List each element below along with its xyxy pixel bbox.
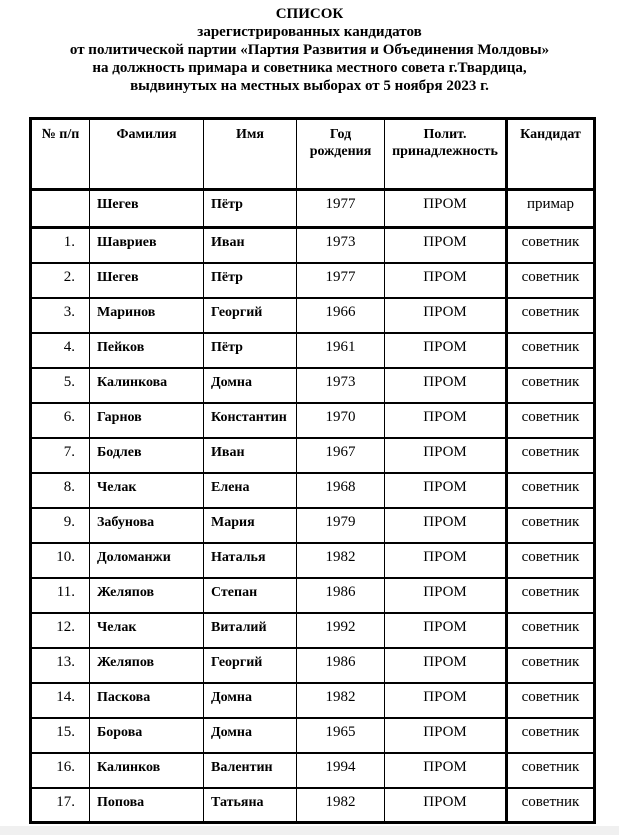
party-cell: ПРОМ: [385, 543, 507, 578]
party-cell: ПРОМ: [385, 788, 507, 823]
primar-section: [31, 190, 595, 228]
header-row: [31, 119, 595, 190]
candidate-role-cell: советник: [507, 543, 595, 578]
party-cell: ПРОМ: [385, 753, 507, 788]
table-row: [31, 718, 595, 753]
surname-cell: Пейков: [90, 333, 204, 368]
name-cell: Домна: [204, 718, 297, 753]
row-number: 9.: [31, 508, 90, 543]
candidate-role-cell: советник: [507, 578, 595, 613]
table-row: [31, 263, 595, 298]
candidate-role-cell: примар: [507, 190, 595, 228]
candidate-role-cell: советник: [507, 438, 595, 473]
candidates-table: [29, 117, 596, 824]
candidate-role-cell: советник: [507, 508, 595, 543]
candidate-role-cell: советник: [507, 403, 595, 438]
surname-cell: Челак: [90, 473, 204, 508]
party-cell: ПРОМ: [385, 228, 507, 263]
document-title: [0, 0, 619, 95]
party-cell: ПРОМ: [385, 333, 507, 368]
candidate-role-cell: советник: [507, 473, 595, 508]
surname-cell: Желяпов: [90, 578, 204, 613]
surname-cell: Калинкова: [90, 368, 204, 403]
party-cell: ПРОМ: [385, 648, 507, 683]
header-num: № п/п: [31, 119, 90, 190]
birth-year-cell: 1965: [297, 718, 385, 753]
table-row: [31, 438, 595, 473]
row-number: 8.: [31, 473, 90, 508]
table-header: [31, 119, 595, 190]
primar-row: [31, 190, 595, 228]
party-cell: ПРОМ: [385, 613, 507, 648]
party-cell: ПРОМ: [385, 190, 507, 228]
birth-year-cell: 1986: [297, 578, 385, 613]
candidate-role-cell: советник: [507, 368, 595, 403]
header-party: Полит. принадлежность: [385, 119, 507, 190]
header-year: Год рождения: [297, 119, 385, 190]
candidate-role-cell: советник: [507, 333, 595, 368]
party-cell: ПРОМ: [385, 508, 507, 543]
table-row: [31, 298, 595, 333]
table-row: [31, 403, 595, 438]
birth-year-cell: 1973: [297, 228, 385, 263]
party-cell: ПРОМ: [385, 263, 507, 298]
row-number: 16.: [31, 753, 90, 788]
surname-cell: Желяпов: [90, 648, 204, 683]
name-cell: Валентин: [204, 753, 297, 788]
candidate-role-cell: советник: [507, 788, 595, 823]
candidate-role-cell: советник: [507, 228, 595, 263]
surname-cell: Борова: [90, 718, 204, 753]
row-number: 12.: [31, 613, 90, 648]
table-row: [31, 788, 595, 823]
birth-year-cell: 1977: [297, 190, 385, 228]
name-cell: Пётр: [204, 190, 297, 228]
table-row: [31, 368, 595, 403]
table-row: [31, 543, 595, 578]
table-row: [31, 333, 595, 368]
surname-cell: Доломанжи: [90, 543, 204, 578]
party-cell: ПРОМ: [385, 683, 507, 718]
surname-cell: Гарнов: [90, 403, 204, 438]
row-number: 3.: [31, 298, 90, 333]
name-cell: Георгий: [204, 648, 297, 683]
row-number: 10.: [31, 543, 90, 578]
candidate-role-cell: советник: [507, 298, 595, 333]
candidate-role-cell: советник: [507, 683, 595, 718]
surname-cell: Забунова: [90, 508, 204, 543]
title-line-1: СПИСОК: [275, 6, 344, 22]
table-row: [31, 228, 595, 263]
row-number: 7.: [31, 438, 90, 473]
name-cell: Пётр: [204, 263, 297, 298]
row-number: 15.: [31, 718, 90, 753]
surname-cell: Маринов: [90, 298, 204, 333]
title-line-2: зарегистрированных кандидатов: [197, 24, 422, 40]
name-cell: Наталья: [204, 543, 297, 578]
surname-cell: Бодлев: [90, 438, 204, 473]
table-row: [31, 508, 595, 543]
surname-cell: Челак: [90, 613, 204, 648]
birth-year-cell: 1977: [297, 263, 385, 298]
birth-year-cell: 1970: [297, 403, 385, 438]
name-cell: Георгий: [204, 298, 297, 333]
header-surname: Фамилия: [90, 119, 204, 190]
row-number: 11.: [31, 578, 90, 613]
birth-year-cell: 1986: [297, 648, 385, 683]
birth-year-cell: 1968: [297, 473, 385, 508]
name-cell: Елена: [204, 473, 297, 508]
party-cell: ПРОМ: [385, 368, 507, 403]
title-line-4: на должность примара и советника местного совета г.Твардица,: [92, 60, 527, 76]
row-number: 17.: [31, 788, 90, 823]
birth-year-cell: 1982: [297, 683, 385, 718]
party-cell: ПРОМ: [385, 473, 507, 508]
table-row: [31, 473, 595, 508]
table-row: [31, 683, 595, 718]
row-number: [31, 190, 90, 228]
name-cell: Иван: [204, 228, 297, 263]
table-row: [31, 753, 595, 788]
row-number: 1.: [31, 228, 90, 263]
row-number: 5.: [31, 368, 90, 403]
candidate-role-cell: советник: [507, 613, 595, 648]
surname-cell: Шегев: [90, 190, 204, 228]
name-cell: Татьяна: [204, 788, 297, 823]
birth-year-cell: 1994: [297, 753, 385, 788]
party-cell: ПРОМ: [385, 403, 507, 438]
name-cell: Константин: [204, 403, 297, 438]
birth-year-cell: 1982: [297, 788, 385, 823]
birth-year-cell: 1961: [297, 333, 385, 368]
header-name: Имя: [204, 119, 297, 190]
candidate-rows: [31, 228, 595, 823]
candidate-role-cell: советник: [507, 263, 595, 298]
party-cell: ПРОМ: [385, 718, 507, 753]
party-cell: ПРОМ: [385, 298, 507, 333]
name-cell: Иван: [204, 438, 297, 473]
row-number: 6.: [31, 403, 90, 438]
row-number: 14.: [31, 683, 90, 718]
row-number: 4.: [31, 333, 90, 368]
row-number: 13.: [31, 648, 90, 683]
party-cell: ПРОМ: [385, 578, 507, 613]
name-cell: Мария: [204, 508, 297, 543]
candidate-role-cell: советник: [507, 648, 595, 683]
party-cell: ПРОМ: [385, 438, 507, 473]
surname-cell: Паскова: [90, 683, 204, 718]
surname-cell: Калинков: [90, 753, 204, 788]
birth-year-cell: 1982: [297, 543, 385, 578]
title-line-3: от политической партии «Партия Развития и Объединения Молдовы»: [69, 42, 550, 58]
name-cell: Степан: [204, 578, 297, 613]
name-cell: Пётр: [204, 333, 297, 368]
birth-year-cell: 1966: [297, 298, 385, 333]
table-row: [31, 578, 595, 613]
page-bottom-edge: [0, 826, 619, 835]
birth-year-cell: 1979: [297, 508, 385, 543]
surname-cell: Шавриев: [90, 228, 204, 263]
birth-year-cell: 1992: [297, 613, 385, 648]
birth-year-cell: 1973: [297, 368, 385, 403]
table-row: [31, 613, 595, 648]
birth-year-cell: 1967: [297, 438, 385, 473]
surname-cell: Шегев: [90, 263, 204, 298]
name-cell: Домна: [204, 683, 297, 718]
row-number: 2.: [31, 263, 90, 298]
surname-cell: Попова: [90, 788, 204, 823]
name-cell: Домна: [204, 368, 297, 403]
name-cell: Виталий: [204, 613, 297, 648]
candidate-role-cell: советник: [507, 753, 595, 788]
candidate-role-cell: советник: [507, 718, 595, 753]
title-line-5: выдвинутых на местных выборах от 5 ноября 2023 г.: [130, 78, 489, 94]
header-role: Кандидат: [507, 119, 595, 190]
table-row: [31, 648, 595, 683]
